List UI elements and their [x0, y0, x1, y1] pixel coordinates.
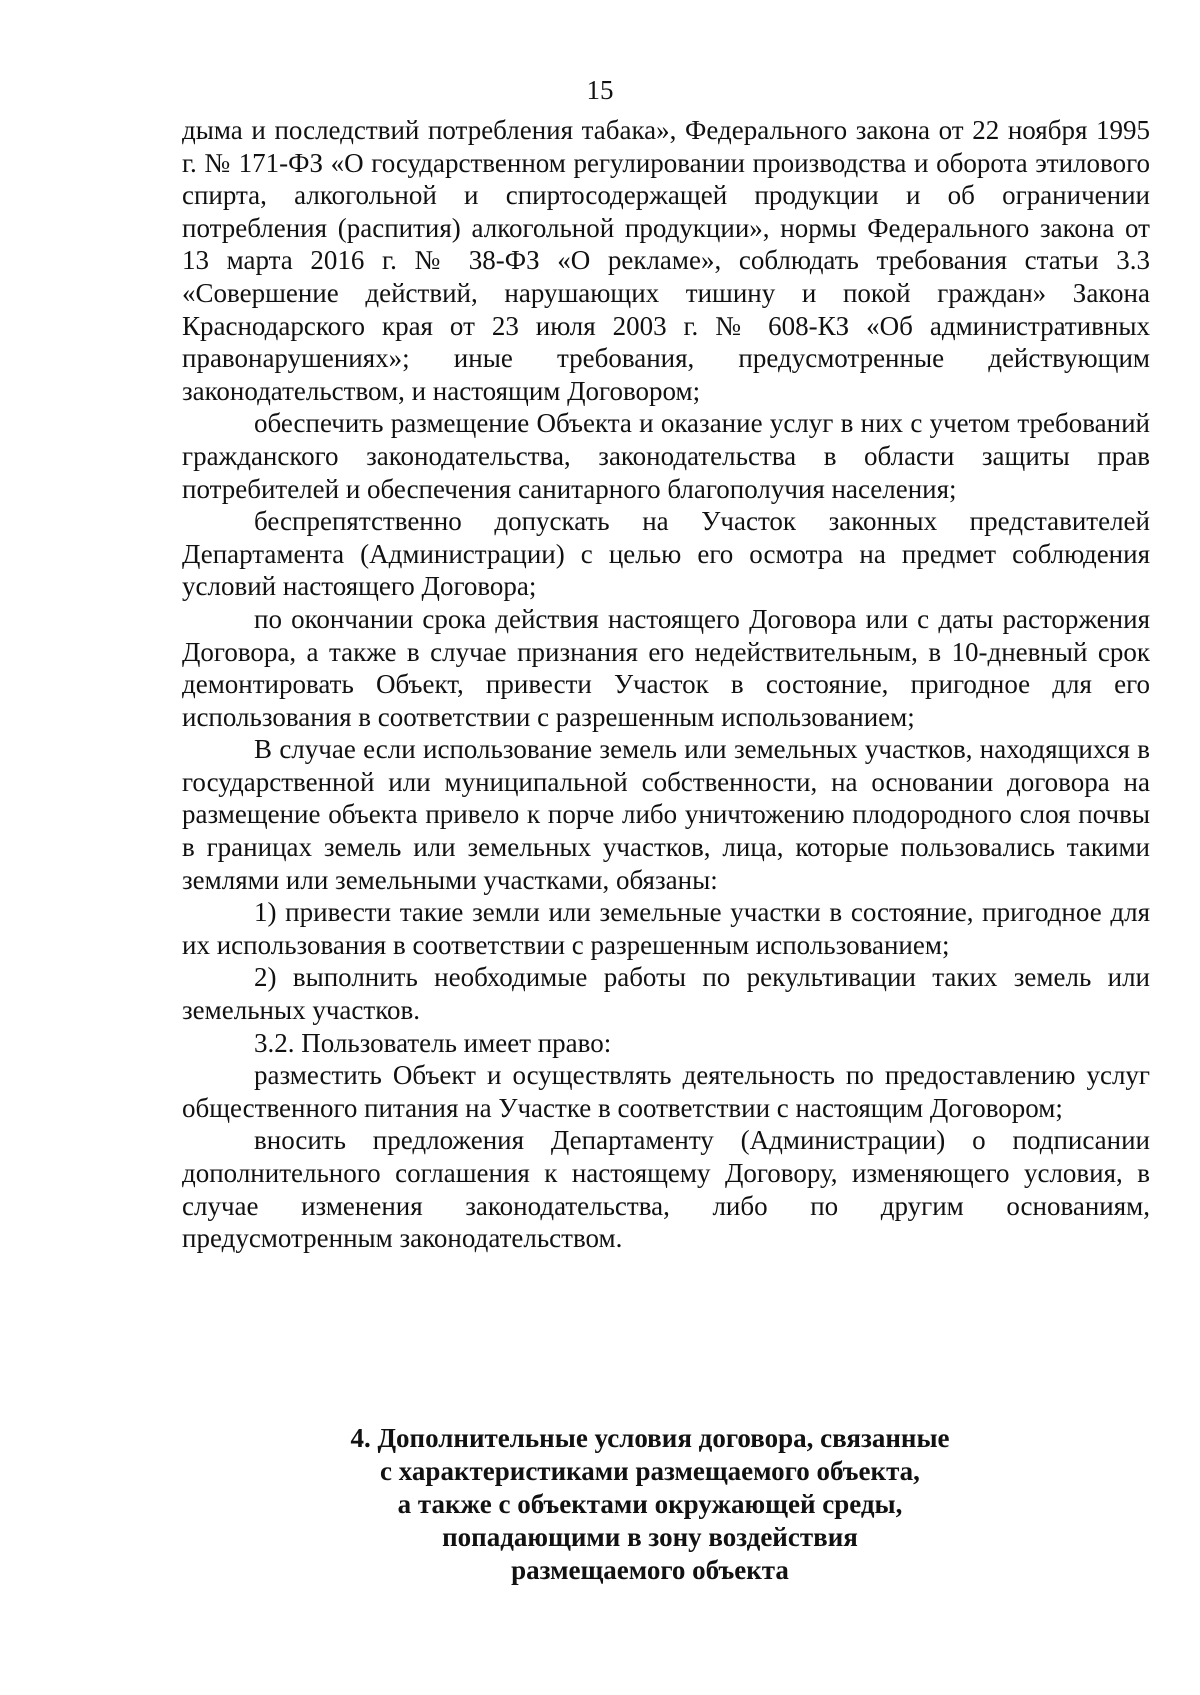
paragraph-soil-damage: В случае если использование земель или земельных участков, находящихся в государственной или муниципальной собственности, на основании договора на размещение объекта привело к порче либо уничтожению плодородного слоя почвы в границах земель или земельных участков, лица, которые пользовались такими землями или земельными участками, обязаны: [182, 734, 1150, 895]
document-body [182, 114, 1150, 1255]
page-number: 15 [586, 75, 614, 105]
list-item-recultivation: 2) выполнить необходимые работы по рекультивации таких земель или земельных участков. [182, 962, 1150, 1026]
paragraph-propose-agreement: вносить предложения Департаменту (Администрации) о подписании дополнительного соглашения к настоящему Договору, изменяющего условия, в случае изменения законодательства, либо по другим основаниям, предусмотренным законодательством. [182, 1125, 1150, 1254]
clause-3-2-heading: 3.2. Пользователь имеет право: [254, 1027, 612, 1058]
section-heading-line: попадающими в зону воздействия [442, 1522, 858, 1552]
section-heading-line: с характеристиками размещаемого объекта, [380, 1456, 920, 1486]
paragraph-allow-inspection: беспрепятственно допускать на Участок законных представителей Департамента (Администрации) с целью его осмотра на предмет соблюдения условий настоящего Договора; [182, 506, 1150, 602]
paragraph-place-object: разместить Объект и осуществлять деятельность по предоставлению услуг общественного питания на Участке в соответствии с настоящим Договором; [182, 1060, 1150, 1123]
section-heading-line: 4. Дополнительные условия договора, связанные [350, 1423, 950, 1453]
section-heading-line: а также с объектами окружающей среды, [397, 1489, 903, 1519]
list-item-restore-land: 1) привести такие земли или земельные участки в состояние, пригодное для их использования в соответствии с разрешенным использованием; [182, 897, 1150, 960]
paragraph-ensure-placement: обеспечить размещение Объекта и оказание услуг в них с учетом требований гражданского законодательства, законодательства в области защиты прав потребителей и обеспечения санитарного благополучия населения; [182, 408, 1150, 504]
section-heading-line: размещаемого объекта [511, 1555, 789, 1585]
paragraph-dismantle-object: по окончании срока действия настоящего Договора или с даты расторжения Договора, а также в случае признания его недействительным, в 10-дневный срок демонтировать Объект, привести Участок в состояние, пригодное для его использования в соответствии с разрешенным использованием; [182, 603, 1150, 732]
paragraph-smoking-alcohol-laws: дыма и последствий потребления табака», Федерального закона от 22 ноября 1995 г. № 171-ФЗ «О государственном регулировании производства и оборота этилового спирта, алкогольной и спиртосодержащей продукции и об ограничении потребления (распития) алкогольной продукции», нормы Федерального закона от 13 марта 2016 г. № 38-ФЗ «О рекламе», соблюдать требования статьи 3.3 «Совершение действий, нарушающих тишину и покой граждан» Закона Краснодарского края от 23 июля 2003 г. № 608-КЗ «Об административных правонарушениях»; иные требования, предусмотренные действующим законодательством, и настоящим Договором; [182, 115, 1150, 406]
section-4-heading [250, 1422, 1050, 1587]
